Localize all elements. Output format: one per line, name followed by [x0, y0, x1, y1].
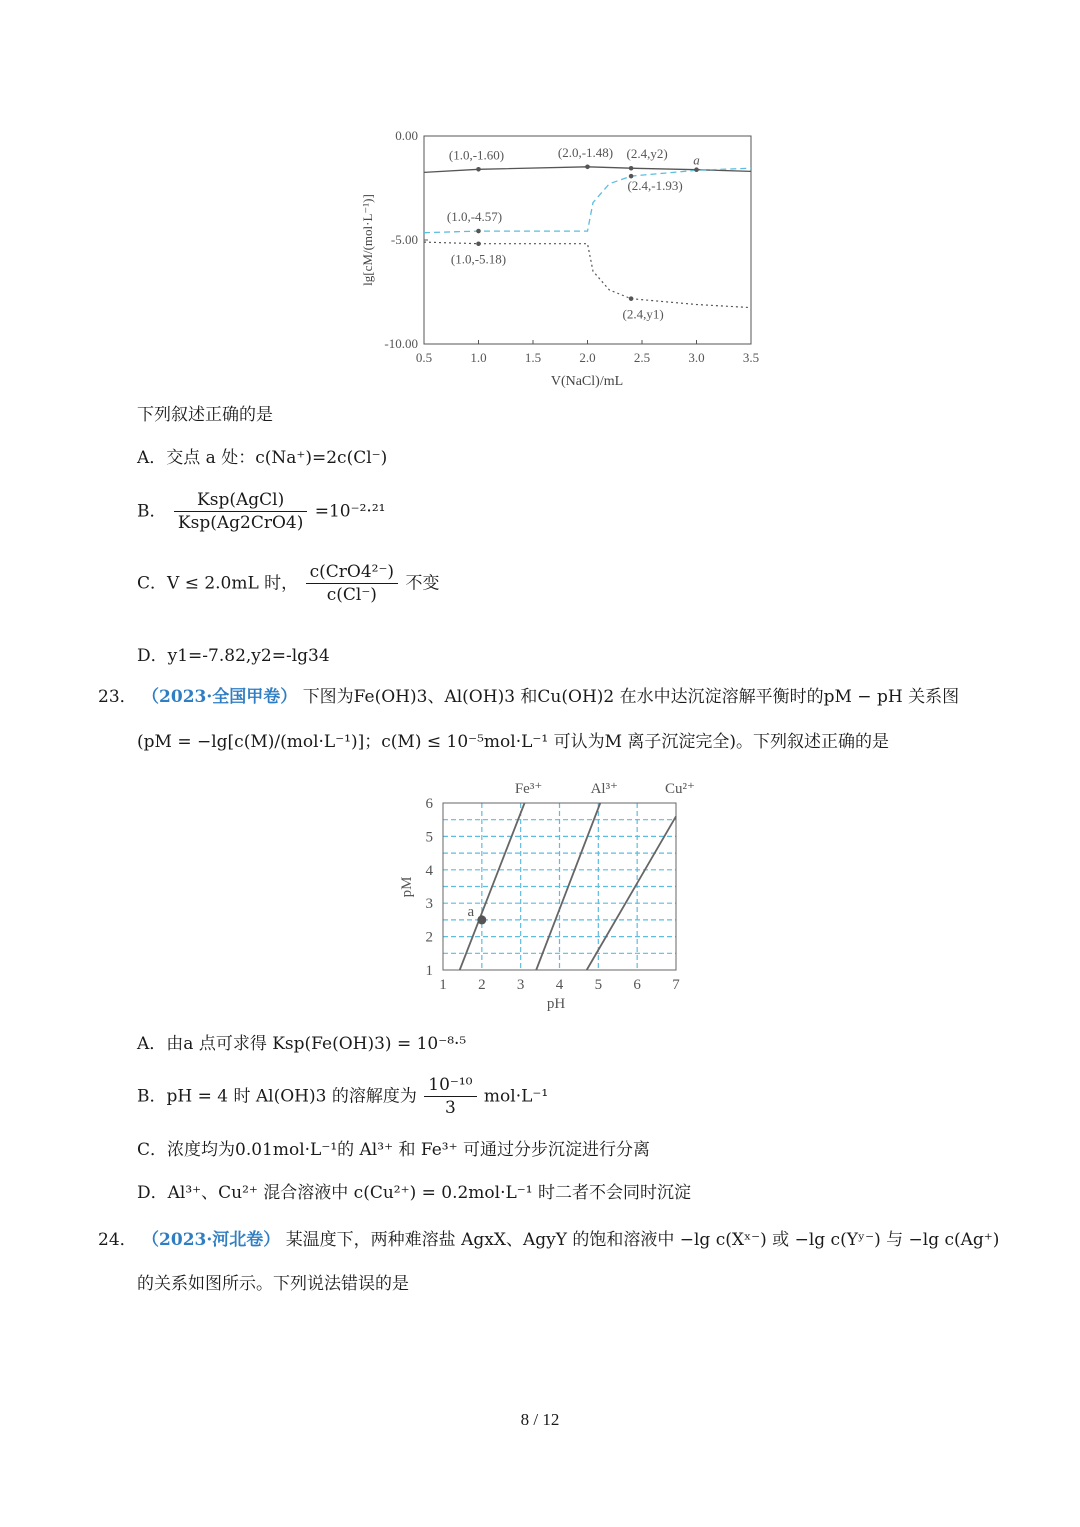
chart1-x-tick-label: 3.5 — [742, 350, 760, 365]
page-indicator: 8 / 12 — [520, 1410, 560, 1429]
chart2-grid — [443, 803, 676, 970]
chart2-x-tick-label: 7 — [672, 977, 680, 993]
q23-line-1 — [98, 686, 959, 708]
q22-option-b — [137, 490, 385, 540]
chart2-y-tick-label: 1 — [425, 963, 433, 979]
q24-number: 24． — [98, 1230, 137, 1250]
chart1-series — [424, 167, 751, 308]
chart1-y-axis-label: lg[cM/(mol·L⁻¹)] — [360, 194, 375, 286]
q24-source-tag: （2023·河北卷） — [142, 1230, 281, 1250]
q22-option-b-numerator: Ksp(AgCl) — [174, 490, 307, 512]
chart2-y-tick-label: 5 — [425, 829, 433, 846]
chart1-point-label: (1.0,-5.18) — [450, 251, 507, 267]
chart2-x-tick-label: 5 — [594, 977, 603, 993]
chart1-y-tick-label: -10.00 — [384, 336, 418, 351]
chart2-point-a — [477, 915, 486, 924]
q22-option-c — [137, 562, 439, 622]
q23-option-b-pre: B．pH = 4 时 Al(OH)3 的溶解度为 — [137, 1086, 417, 1107]
chart2-x-tick-label: 1 — [439, 977, 447, 993]
chart1-axes — [384, 128, 759, 365]
chart2-y-tick-label: 3 — [425, 896, 433, 913]
chart1-point-label: (2.4,-1.93) — [627, 178, 683, 194]
chart1-x-tick-label: 2.5 — [633, 350, 651, 365]
chart1-y-tick-label: -5.00 — [390, 232, 418, 247]
q22-option-d: D．y1=-7.82,y2=-lg34 — [137, 646, 330, 666]
q23-number: 23． — [98, 687, 137, 707]
q23-option-b-fraction — [424, 1075, 476, 1118]
q24-line-2: 的关系如图所示。下列说法错误的是 — [137, 1274, 409, 1294]
q22-option-c-label: C．V ≤ 2.0mL 时， — [137, 573, 299, 594]
chart1-point-label: (2.0,-1.48) — [557, 144, 614, 160]
chart2-series-line — [587, 816, 676, 970]
chart2-x-tick-label: 6 — [633, 977, 641, 993]
chart2-series-label: Al³⁺ — [590, 781, 618, 797]
q23-option-b-numerator: 10⁻¹⁰ — [424, 1075, 476, 1097]
chart2-y-tick-label: 6 — [425, 796, 433, 812]
chart1-x-axis-label: V(NaCl)/mL — [550, 374, 624, 389]
chart1-point-label: a — [693, 152, 700, 168]
q23-line-2: (pM = −lg[c(M)/(mol·L⁻¹)]；c(M) ≤ 10⁻⁵mol·L⁻¹ 可认为M 离子沉淀完全)。下列叙述正确的是 — [137, 732, 890, 752]
q22-option-c-tail: 不变 — [405, 573, 440, 594]
chart1-data-point — [476, 241, 481, 246]
chart2-series — [460, 781, 695, 970]
chart1-point-label: (2.4,y1) — [622, 306, 664, 322]
chart2-x-tick-label: 4 — [555, 977, 564, 993]
chart1-x-tick-label: 0.5 — [415, 350, 433, 365]
q23-option-c: C．浓度均为0.01mol·L⁻¹的 Al³⁺ 和 Fe³⁺ 可通过分步沉淀进行分离 — [137, 1140, 650, 1160]
q22-stem: 下列叙述正确的是 — [137, 405, 273, 425]
q22-option-a: A．交点 a 处：c(Na⁺)=2c(Cl⁻) — [137, 448, 388, 468]
chart1-point-label: (1.0,-1.60) — [448, 147, 505, 163]
q22-option-b-label: B． — [137, 501, 167, 522]
chart1-intersection-point — [694, 167, 699, 172]
q22-option-b-rhs: =10⁻²·²¹ — [314, 501, 386, 522]
chart-pm-vs-ph — [0, 770, 1080, 1020]
q23-option-d: D．Al³⁺、Cu²⁺ 混合溶液中 c(Cu²⁺) = 0.2mol·L⁻¹ 时二者不会同时沉淀 — [137, 1183, 691, 1203]
chart1-data-point — [629, 296, 634, 301]
q23-text-1: 下图为Fe(OH)3、Al(OH)3 和Cu(OH)2 在水中达沉淀溶解平衡时的pM − pH 关系图 — [302, 687, 960, 707]
chart2-x-axis-label: pH — [546, 996, 566, 1012]
chart1-data-point — [585, 164, 590, 169]
q22-option-b-denominator: Ksp(Ag2CrO4) — [177, 513, 304, 533]
chart2-series-label: Cu²⁺ — [665, 781, 695, 797]
chart1-point-label: (2.4,y2) — [626, 146, 668, 162]
q23-option-b — [137, 1075, 548, 1121]
chart1-annotations — [447, 145, 700, 322]
q23-source-tag: （2023·全国甲卷） — [142, 687, 298, 707]
chart2-y-tick-label: 4 — [425, 862, 433, 879]
q23-option-b-denominator: 3 — [444, 1098, 456, 1118]
chart2-point-a-label: a — [467, 903, 475, 920]
q22-option-c-fraction — [306, 562, 398, 605]
chart2-y-tick-label: 2 — [425, 929, 433, 946]
chart1-data-point — [476, 229, 481, 234]
chart1-data-point — [629, 166, 634, 171]
chart1-x-tick-label: 2.0 — [579, 350, 596, 365]
q24-text-1: 某温度下，两种难溶盐 AgxX、AgyY 的饱和溶液中 −lg c(Xˣ⁻) 或 −lg c(Yʸ⁻) 与 −lg c(Ag⁺) — [285, 1230, 1000, 1250]
chart1-data-point — [476, 167, 481, 172]
chart1-x-tick-label: 1.5 — [524, 350, 542, 365]
chart1-x-tick-label: 3.0 — [688, 350, 705, 365]
chart1-x-tick-label: 1.0 — [470, 350, 487, 365]
chart2-x-tick-label: 2 — [478, 977, 486, 993]
q22-option-b-fraction — [174, 490, 307, 533]
chart1-point-label: (1.0,-4.57) — [446, 209, 503, 225]
chart2-axes — [426, 796, 681, 993]
q22-option-c-denominator: c(Cl⁻) — [326, 585, 377, 605]
q23-option-a: A．由a 点可求得 Ksp(Fe(OH)3) = 10⁻⁸·⁵ — [137, 1034, 467, 1054]
chart1-y-tick-label: 0.00 — [395, 128, 418, 143]
chart2-y-axis-label: pM — [399, 876, 415, 898]
q22-option-c-numerator: c(CrO4²⁻) — [306, 562, 398, 584]
q24-line-1 — [98, 1229, 999, 1251]
chart2-series-label: Fe³⁺ — [514, 781, 543, 797]
q23-option-b-post: mol·L⁻¹ — [483, 1086, 549, 1107]
chart2-x-tick-label: 3 — [516, 977, 525, 993]
